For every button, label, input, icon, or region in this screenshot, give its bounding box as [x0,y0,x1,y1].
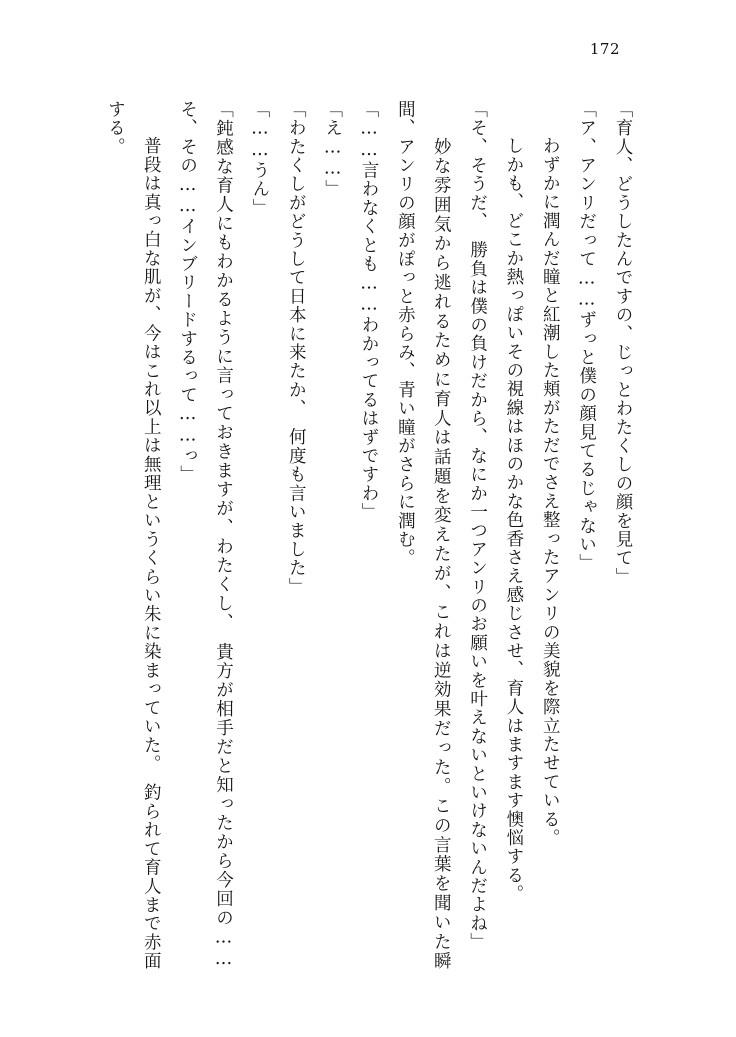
paragraph: 「育人、どうしたんですの、じっとわたくしの顔を見て」 [613,100,633,587]
paragraph: 妙な雰囲気から逃れるために育人は話題を変えたが、これは逆効果だった。この言葉を聞いた瞬間、アンリの顔がぽっと赤らみ、青い瞳がさらに潤む。 [395,100,452,970]
paragraph: しかも、どこか熱っぽいその視線はほのかな色香さえ感じさせ、育人はますます懊悩する。 [503,117,524,903]
body-text-block [96,100,640,970]
paragraph: 「……言わなくとも……わかってるはずですわ」 [358,100,379,522]
paragraph: わずかに潤んだ瞳と紅潮した頬がただでさえ整ったアンリの美貌を際立たせている。 [540,117,561,847]
paragraph: 「鈍感な育人にもわかるように言っておきますが、わたくし、 貴方が相手だと知ったから今回の……そ、その……インブリードするって……っ」 [177,100,234,970]
paragraph: 「ア、アンリだって……ずっと僕の顔見てるじゃない」 [576,100,597,573]
paragraph: 普段は真っ白な肌が、今はこれ以上は無理というくらい朱に染まっていた。 釣られて育人まで赤面する。 [105,100,162,970]
paragraph: 「え……」 [322,100,343,199]
page-number: 172 [589,40,620,58]
paragraph: 「そ、そうだ、 勝負は僕の負けだから、なにか一つアンリのお願いを叶えないといけないんだよね」 [467,100,488,952]
paragraph: 「わたくしがどうして日本に来たか、 何度も言いました」 [286,100,307,597]
paragraph: 「……うん」 [249,100,270,218]
